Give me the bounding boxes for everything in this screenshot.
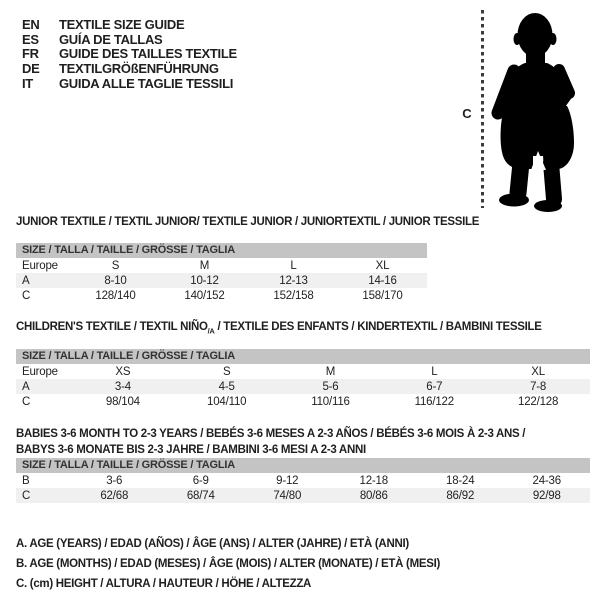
- table-cell: 68/74: [186, 489, 215, 502]
- height-measure-label: C: [462, 106, 472, 121]
- size-table-junior: [16, 243, 427, 303]
- table-cell: 122/128: [518, 395, 559, 408]
- guide-title: GUIDE DES TAILLES TEXTILE: [59, 46, 237, 62]
- table-row-c: [16, 288, 427, 303]
- table-cell: 110/116: [311, 395, 350, 408]
- row-label: C: [22, 395, 31, 408]
- footnote-age-months: B. AGE (MONTHS) / EDAD (MESES) / ÂGE (MOIS) / ALTER (MONATE) / ETÀ (MESI): [16, 558, 441, 570]
- table-cell: 116/122: [414, 395, 454, 408]
- language-title-block: [22, 17, 237, 90]
- language-code: ES: [22, 31, 39, 47]
- table-cell: 140/152: [184, 289, 225, 302]
- section-heading-line: [16, 426, 590, 442]
- table-cell: XS: [115, 365, 131, 378]
- table-cell: 18-24: [446, 474, 475, 487]
- section-heading-children: [16, 319, 590, 339]
- table-cell: XL: [531, 365, 545, 378]
- row-label: Europe: [22, 365, 58, 378]
- heading-text: / TEXTILE DES ENFANTS / KINDERTEXTIL / BAMBINI TESSILE: [214, 321, 542, 333]
- language-row-es: [22, 32, 237, 47]
- table-cell: S: [222, 365, 231, 378]
- section-junior-textile: [16, 214, 590, 303]
- row-label: Europe: [22, 259, 58, 272]
- section-heading-babies: [16, 426, 590, 458]
- table-row-a: [16, 273, 427, 288]
- table-row-c: [16, 394, 590, 409]
- table-cell: 8-10: [104, 274, 127, 287]
- table-cell: L: [290, 259, 297, 272]
- table-cell: 74/80: [273, 489, 302, 502]
- table-cell: 6-9: [192, 474, 209, 487]
- language-code: EN: [22, 16, 40, 32]
- row-label: C: [22, 489, 31, 502]
- guide-title: TEXTILE SIZE GUIDE: [59, 16, 185, 32]
- section-heading-line: [16, 442, 590, 458]
- size-table-header: SIZE / TALLA / TAILLE / GRÖSSE / TAGLIA: [16, 349, 590, 364]
- table-cell: 3-4: [114, 380, 131, 393]
- table-cell: 98/104: [105, 395, 140, 408]
- section-babies-textile: [16, 426, 590, 503]
- table-row-c: [16, 488, 590, 503]
- section-childrens-textile: [16, 319, 590, 409]
- heading-text: JUNIOR TEXTILE / TEXTIL JUNIOR/ TEXTILE JUNIOR / JUNIORTEXTIL / JUNIOR TESSILE: [16, 216, 480, 228]
- heading-text: BABIES 3-6 MONTH TO 2-3 YEARS / BEBÉS 3-6 MESES A 2-3 AÑOS / BÉBÉS 3-6 MOIS À 2-3 ANS /: [16, 428, 526, 440]
- size-table-header: SIZE / TALLA / TAILLE / GRÖSSE / TAGLIA: [16, 458, 590, 473]
- guide-title: GUÍA DE TALLAS: [59, 31, 163, 47]
- language-row-fr: [22, 46, 237, 61]
- row-label: A: [22, 380, 30, 393]
- table-row-europe: [16, 258, 427, 273]
- footnotes: [16, 534, 440, 594]
- table-cell: 128/140: [95, 289, 136, 302]
- table-cell: M: [199, 259, 210, 272]
- size-table-babies: [16, 458, 590, 503]
- table-cell: L: [431, 365, 438, 378]
- table-cell: 14-16: [368, 274, 397, 287]
- table-cell: 9-12: [276, 474, 299, 487]
- table-cell: 5-6: [322, 380, 339, 393]
- footnote-age-years: A. AGE (YEARS) / EDAD (AÑOS) / ÂGE (ANS) / ALTER (JAHRE) / ETÀ (ANNI): [16, 538, 409, 550]
- table-row-a: [16, 379, 590, 394]
- table-cell: 3-6: [106, 474, 123, 487]
- table-cell: 86/92: [446, 489, 475, 502]
- table-cell: 12-18: [359, 474, 388, 487]
- language-code: DE: [22, 60, 40, 76]
- row-label: B: [22, 474, 30, 487]
- table-cell: 158/170: [362, 289, 403, 302]
- table-cell: 80/86: [359, 489, 388, 502]
- size-table-children: [16, 349, 590, 409]
- table-cell: 24-36: [532, 474, 561, 487]
- section-heading-junior: [16, 214, 590, 230]
- table-row-europe: [16, 364, 590, 379]
- guide-title: GUIDA ALLE TAGLIE TESSILI: [59, 75, 234, 91]
- toddler-silhouette-image: [487, 8, 587, 213]
- table-cell: M: [325, 365, 336, 378]
- language-row-it: [22, 76, 237, 91]
- section-heading-line: [16, 214, 590, 230]
- table-cell: 7-8: [530, 380, 547, 393]
- section-heading-line: [16, 319, 590, 339]
- size-table-header: SIZE / TALLA / TAILLE / GRÖSSE / TAGLIA: [16, 243, 427, 258]
- table-cell: XL: [375, 259, 390, 272]
- table-cell: S: [111, 259, 120, 272]
- row-label: A: [22, 274, 30, 287]
- table-cell: 6-7: [426, 380, 443, 393]
- language-code: IT: [22, 75, 33, 91]
- guide-title: TEXTILGRÖßENFÜHRUNG: [59, 60, 219, 76]
- height-measure-dashed-line: [481, 10, 484, 208]
- footnote-height-cm: C. (cm) HEIGHT / ALTURA / HAUTEUR / HÖHE / ALTEZZA: [16, 578, 312, 590]
- table-cell: 10-12: [190, 274, 219, 287]
- row-label: C: [22, 289, 31, 302]
- table-cell: 12-13: [279, 274, 308, 287]
- language-row-de: [22, 61, 237, 76]
- table-cell: 104/110: [207, 395, 247, 408]
- table-cell: 4-5: [218, 380, 235, 393]
- language-code: FR: [22, 46, 39, 62]
- table-row-b: [16, 473, 590, 488]
- table-cell: 152/158: [273, 289, 314, 302]
- heading-text: CHILDREN'S TEXTILE / TEXTIL NIÑO: [16, 321, 208, 333]
- language-row-en: [22, 17, 237, 32]
- table-cell: 62/68: [100, 489, 129, 502]
- heading-text: BABYS 3-6 MONATE BIS 2-3 JAHRE / BAMBINI 3-6 MESI A 2-3 ANNI: [16, 444, 366, 456]
- heading-subscript: /A: [207, 326, 215, 336]
- table-cell: 92/98: [532, 489, 561, 502]
